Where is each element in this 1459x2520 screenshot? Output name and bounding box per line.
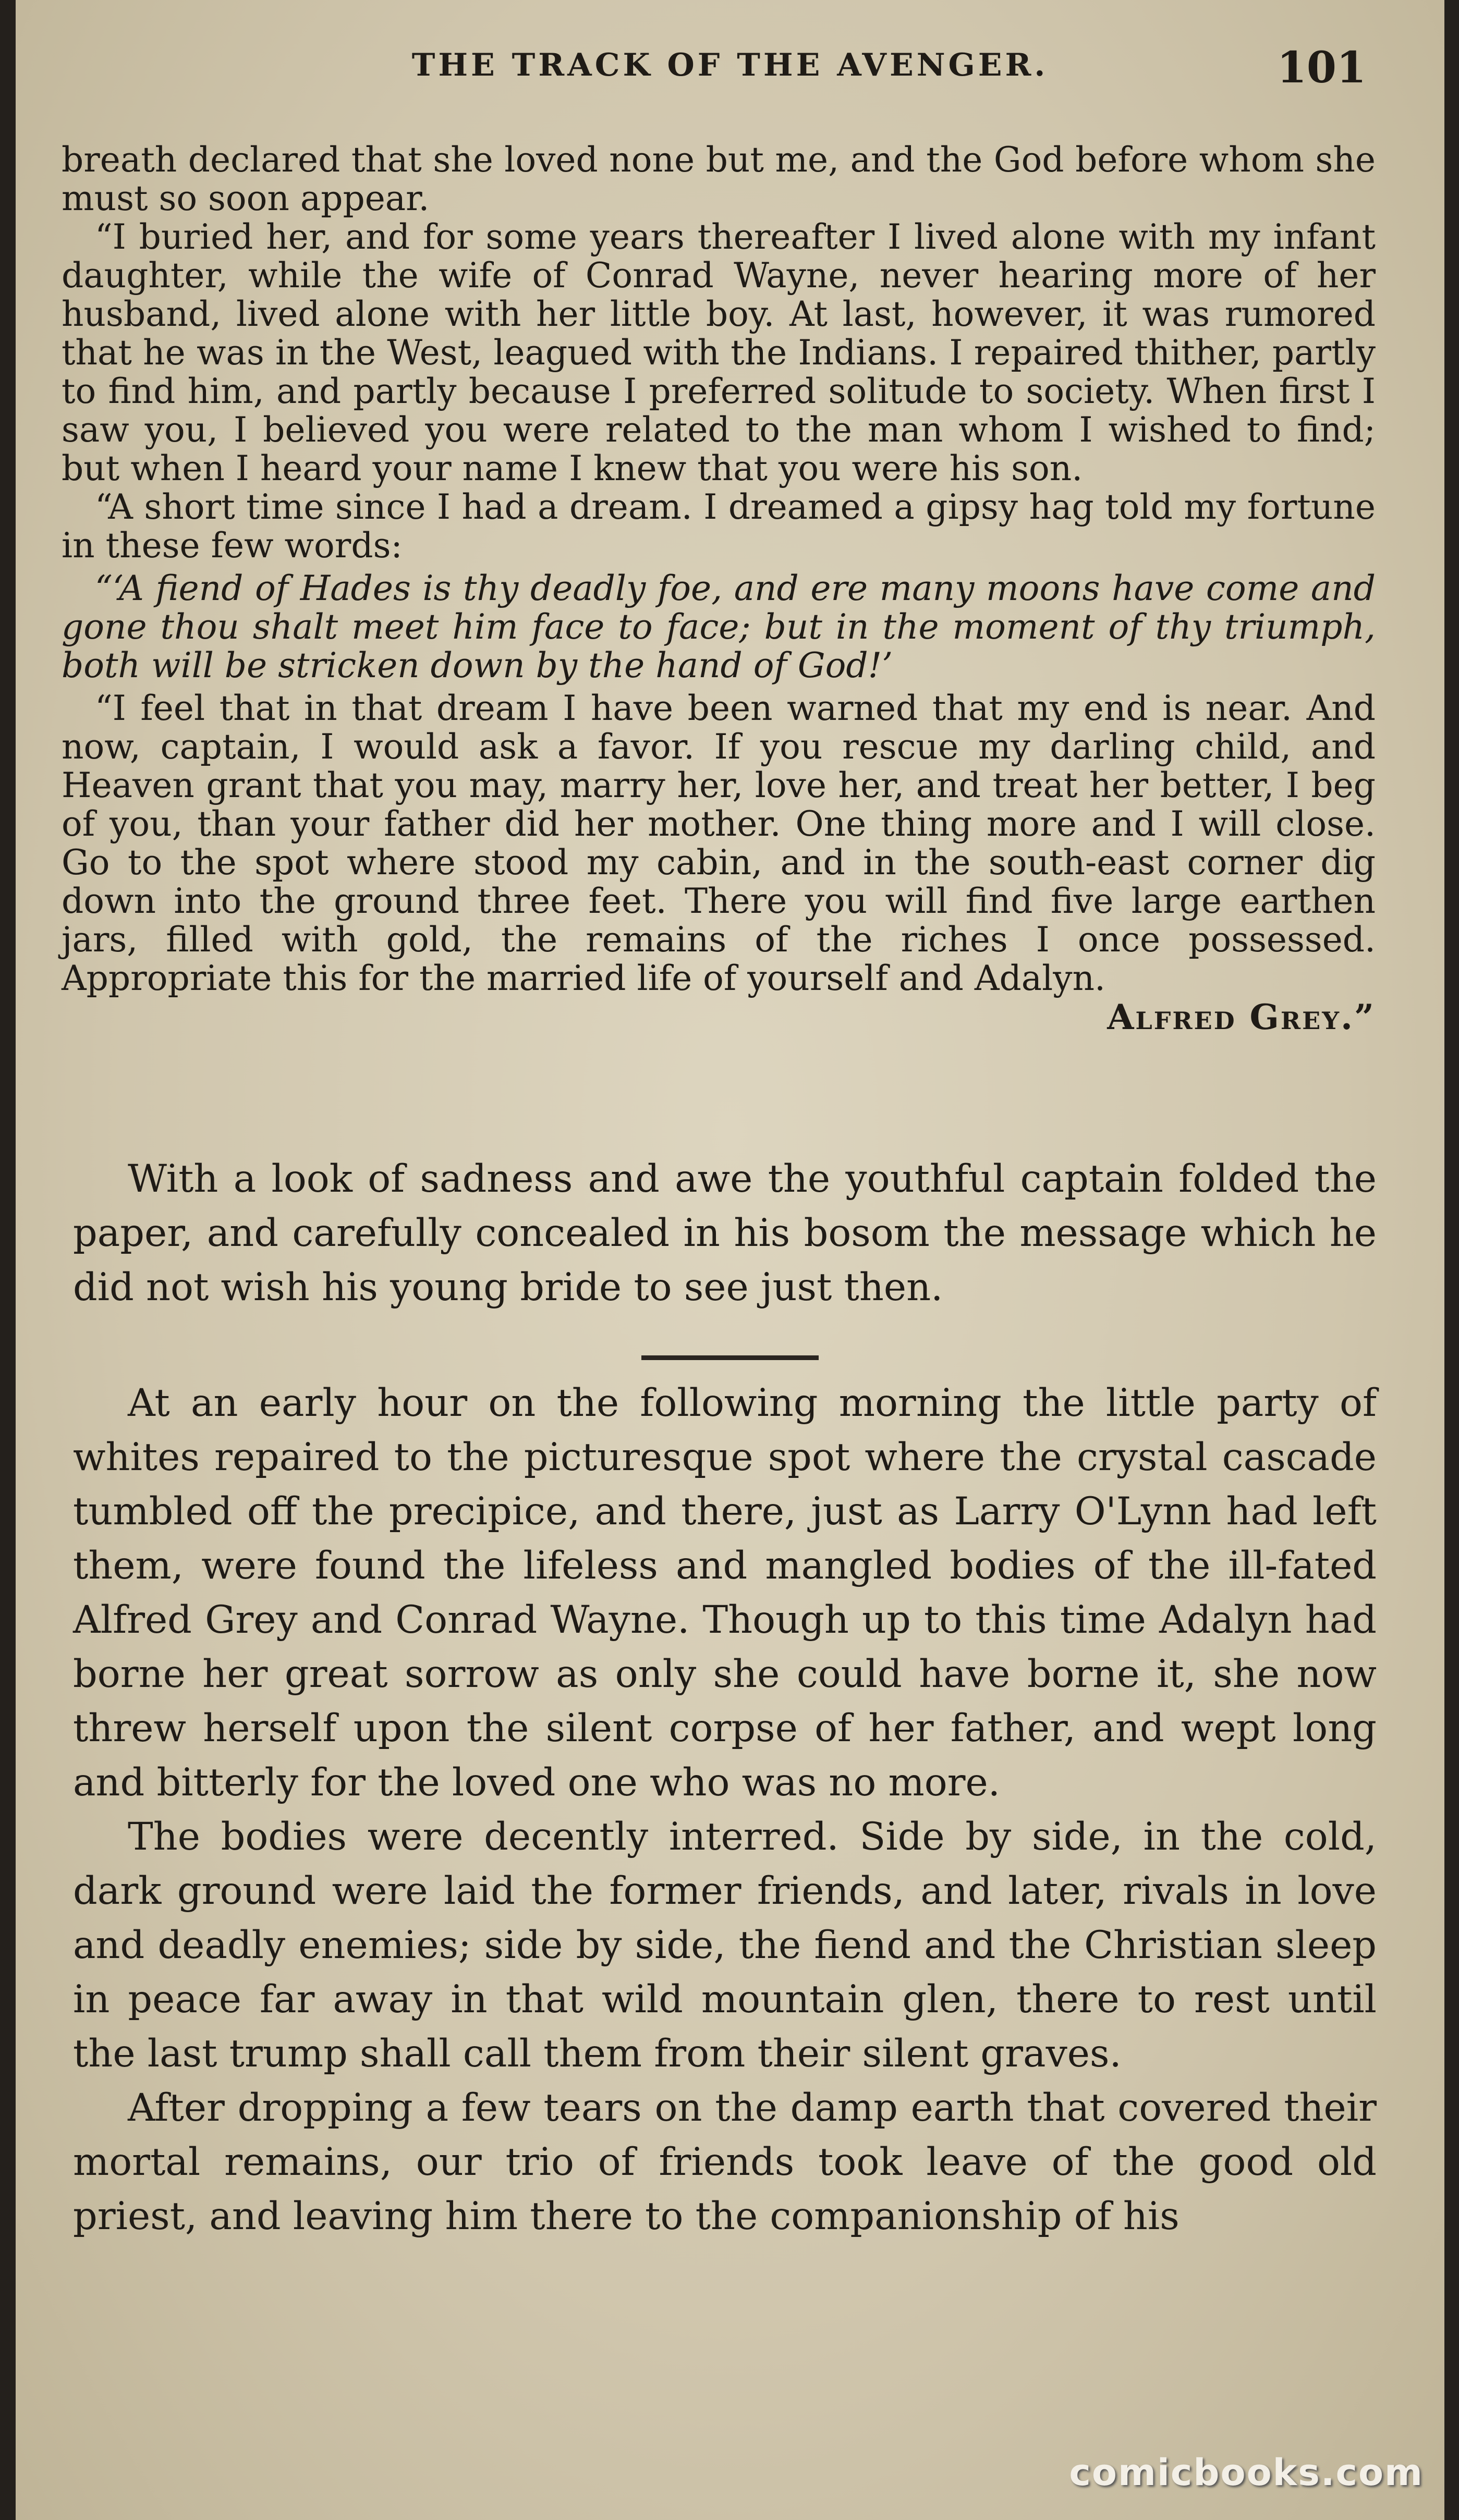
running-head: [16, 43, 1444, 120]
book-page: [16, 0, 1444, 2520]
prophecy-quote: “‘A fiend of Hades is thy deadly foe, and ere many moons have come and gone thou shalt meet him face to face; but in the moment of thy triumph, both will be stricken down by the hand of God!’: [62, 568, 1376, 686]
narrative-paragraph: The bodies were decently interred. Side by side, in the cold, dark ground were laid the former friends, and later, rivals in love and deadly enemies; side by side, the fiend and the Christian sleep in peace far away in that wild mountain glen, there to rest until the last trump shall call them from their silent graves.: [73, 1815, 1377, 2076]
watermark: comicbooks.com: [1069, 2451, 1424, 2494]
running-title: THE TRACK OF THE AVENGER.: [411, 47, 1049, 83]
letter-signature: Alfred Grey.”: [1107, 997, 1376, 1037]
letter-paragraph: “A short time since I had a dream. I dreamed a gipsy hag told my fortune in these few words:: [62, 487, 1376, 566]
narrative-paragraph: At an early hour on the following morning the little party of whites repaired to the picturesque spot where the crystal cascade tumbled off the precipice, and there, just as Larry O'Lynn had left them, were found the lifeless and mangled bodies of the ill-fated Alfred Grey and Conrad Wayne. Though up to this time Adalyn had borne her great sorrow as only she could have borne it, she now threw herself upon the silent corpse of her father, and wept long and bitterly for the loved one who was no more.: [73, 1381, 1377, 1805]
narrative-paragraph: With a look of sadness and awe the youthful captain folded the paper, and carefully concealed in his bosom the message which he did not wish his young bride to see just then.: [73, 1157, 1377, 1310]
letter-paragraph: “I buried her, and for some years thereafter I lived alone with my infant daughter, while the wife of Conrad Wayne, never hearing more of her husband, lived alone with her little boy. At last, however, it was rumored that he was in the West, leagued with the Indians. I repaired thither, partly to find him, and partly because I preferred solitude to society. When first I saw you, I believed you were related to the man whom I wished to find; but when I heard your name I knew that you were his son.: [62, 217, 1376, 488]
letter-paragraph: “I feel that in that dream I have been warned that my end is near. And now, captain, I would ask a favor. If you rescue my darling child, and Heaven grant that you may, marry her, love her, and treat her better, I beg of you, than your father did her mother. One thing more and I will close. Go to the spot where stood my cabin, and in the south-east corner dig down into the ground three feet. There you will find five large earthen jars, filled with gold, the remains of the riches I once possessed. Appropriate this for the married life of yourself and Adalyn.: [62, 688, 1376, 998]
section-divider: [641, 1355, 819, 1360]
letter-paragraph: breath declared that she loved none but me, and the God before whom she must so soon appear.: [62, 140, 1376, 218]
signature-line: [62, 998, 1376, 1036]
page-number: 101: [1276, 43, 1366, 93]
narrative-section-2: [73, 1376, 1377, 2244]
letter-text: [62, 141, 1376, 1036]
narrative-section-1: [73, 1152, 1377, 1315]
narrative-paragraph: After dropping a few tears on the damp earth that covered their mortal remains, our trio of friends took leave of the good old priest, and leaving him there to the companionship of his: [73, 2086, 1377, 2238]
